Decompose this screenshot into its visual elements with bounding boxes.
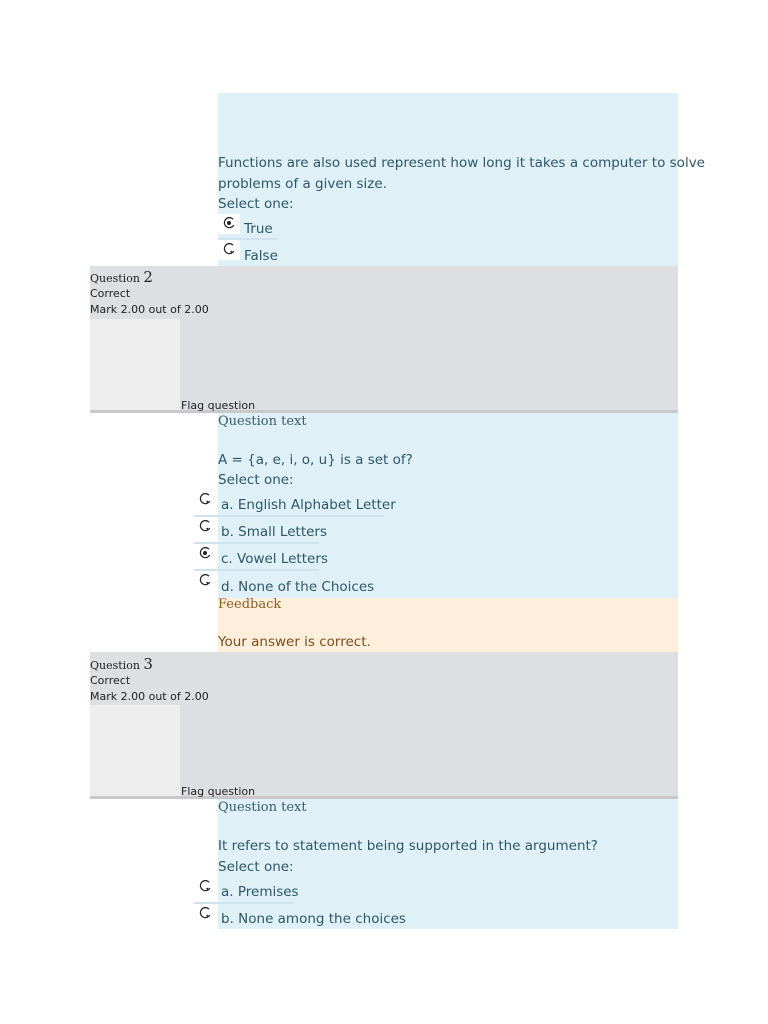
q3-info-inner bbox=[90, 705, 180, 796]
q2-text: A = {a, e, i, o, u} is a set of? bbox=[218, 452, 413, 468]
q2-radio-a[interactable] bbox=[194, 490, 216, 510]
q3-question-number: 3 bbox=[143, 655, 153, 673]
q2-radio-d[interactable] bbox=[194, 571, 216, 591]
q1-option-true[interactable]: True bbox=[244, 221, 273, 237]
q2-option-a-underline bbox=[194, 515, 384, 517]
q2-number bbox=[90, 268, 153, 286]
q2-option-d[interactable]: d. None of the Choices bbox=[221, 579, 375, 595]
q2-question-word: Question bbox=[90, 272, 140, 285]
q2-info-inner bbox=[90, 319, 180, 410]
radio-unselected-icon bbox=[199, 880, 211, 892]
q3-radio-a[interactable] bbox=[194, 877, 216, 897]
radio-unselected-icon bbox=[199, 493, 211, 505]
q3-flag-question[interactable]: Flag question bbox=[181, 785, 256, 798]
q3-option-a[interactable]: a. Premises bbox=[221, 884, 299, 900]
q2-option-b[interactable]: b. Small Letters bbox=[221, 524, 328, 540]
q2-state: Correct bbox=[90, 287, 131, 300]
radio-selected-icon bbox=[199, 547, 211, 559]
q2-flag-question[interactable]: Flag question bbox=[181, 399, 256, 412]
q2-radio-c[interactable] bbox=[194, 544, 216, 564]
radio-selected-icon bbox=[223, 217, 235, 229]
q1-select-one: Select one: bbox=[218, 196, 294, 212]
q2-question-number: 2 bbox=[143, 268, 153, 286]
q3-question-word: Question bbox=[90, 659, 140, 672]
radio-unselected-icon bbox=[199, 907, 211, 919]
q3-option-b[interactable]: b. None among the choices bbox=[221, 911, 406, 927]
q1-radio-true[interactable] bbox=[218, 214, 240, 234]
q1-text-line1: Functions are also used represent how long it takes a computer to solve bbox=[218, 155, 705, 171]
q1-option-false[interactable]: False bbox=[244, 248, 278, 264]
q2-feedback-text: Your answer is correct. bbox=[218, 634, 371, 650]
q1-text-line2: problems of a given size. bbox=[218, 176, 387, 192]
q2-option-c[interactable]: c. Vowel Letters bbox=[221, 551, 328, 567]
q1-radio-false[interactable] bbox=[218, 240, 240, 260]
q3-number bbox=[90, 655, 153, 673]
q3-select-one: Select one: bbox=[218, 859, 294, 875]
q2-radio-b[interactable] bbox=[194, 517, 216, 537]
q2-option-a[interactable]: a. English Alphabet Letter bbox=[221, 497, 396, 513]
q3-question-text-label: Question text bbox=[218, 800, 307, 815]
q3-text: It refers to statement being supported in the argument? bbox=[218, 838, 598, 854]
q3-mark: Mark 2.00 out of 2.00 bbox=[90, 690, 209, 703]
q2-feedback-label: Feedback bbox=[218, 597, 282, 612]
q3-state: Correct bbox=[90, 674, 131, 687]
q2-question-text-label: Question text bbox=[218, 414, 307, 429]
radio-unselected-icon bbox=[199, 574, 211, 586]
q2-mark: Mark 2.00 out of 2.00 bbox=[90, 303, 209, 316]
radio-unselected-icon bbox=[199, 520, 211, 532]
q3-radio-b[interactable] bbox=[194, 904, 216, 924]
radio-unselected-icon bbox=[223, 243, 235, 255]
q2-select-one: Select one: bbox=[218, 472, 294, 488]
